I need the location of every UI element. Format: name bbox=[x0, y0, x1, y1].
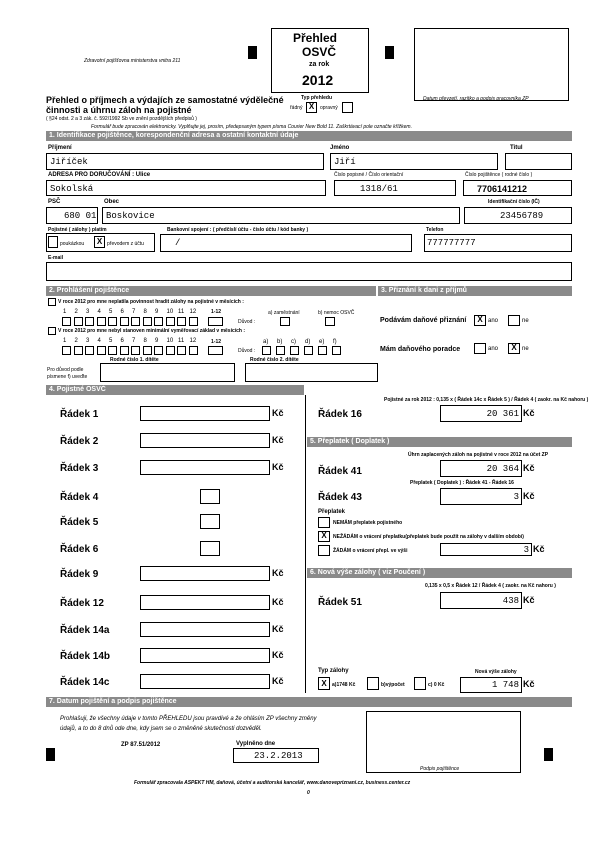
r51-label: Řádek 51 bbox=[318, 597, 362, 608]
month-number: 12 bbox=[189, 338, 197, 344]
advance-b-checkbox[interactable] bbox=[367, 677, 379, 690]
reason2-checkbox[interactable] bbox=[276, 346, 285, 355]
row-field[interactable] bbox=[140, 433, 270, 448]
rc-label: Číslo pojištěnce ( rodné číslo ) bbox=[465, 172, 533, 178]
type-label: Typ přehledu bbox=[301, 95, 333, 101]
month-number: 2 bbox=[74, 309, 78, 315]
month-number: 7 bbox=[132, 338, 136, 344]
reason1-b: b) nemoc OSVČ bbox=[318, 310, 355, 316]
rc-child1-label: Rodné číslo 1. dítěte bbox=[110, 357, 159, 363]
r41-label: Řádek 41 bbox=[318, 466, 362, 477]
month-number: 3 bbox=[86, 338, 90, 344]
type-regular: řádný bbox=[290, 105, 303, 111]
range1-box[interactable] bbox=[208, 317, 223, 326]
section7-header: 7. Datum pojištění a podpis pojištěnce bbox=[46, 697, 572, 707]
declaration-2: údajů, a to do 8 dnů ode dne, kdy jsem se o změněné skutečnosti dozvěděl. bbox=[60, 726, 262, 732]
subtitle-2: činnosti a úhrnu záloh na pojistné bbox=[46, 105, 192, 115]
row-field[interactable] bbox=[140, 460, 270, 475]
reason2-letter: e) bbox=[319, 339, 325, 345]
row-unit: Kč bbox=[272, 676, 284, 686]
name-label: Jméno bbox=[330, 145, 350, 151]
r16-label: Řádek 16 bbox=[318, 409, 362, 420]
advance-a-checkbox[interactable]: X bbox=[318, 677, 330, 690]
month-checkbox[interactable] bbox=[97, 346, 106, 355]
s2-line1: V roce 2012 pro mne neplatila povinnost hradit zálohy na pojistné v měsících : bbox=[58, 299, 244, 305]
bank-label: Bankovní spojení : ( předčíslí účtu - číslo účtu / kód banky ) bbox=[167, 227, 309, 233]
row-unit: Kč bbox=[272, 568, 284, 578]
row-unit: Kč bbox=[272, 650, 284, 660]
month-checkbox[interactable] bbox=[189, 346, 198, 355]
tel-label: Telefon bbox=[426, 227, 444, 233]
overpay-opt3-checkbox[interactable] bbox=[318, 545, 330, 556]
tel-value: 777777777 bbox=[427, 238, 476, 248]
s2-line1-checkbox[interactable] bbox=[48, 298, 56, 306]
advance-c: c) 0 Kč bbox=[428, 682, 445, 688]
month-checkbox[interactable] bbox=[131, 317, 140, 326]
reason2-letter: b) bbox=[277, 339, 283, 345]
row-label: Řádek 14c bbox=[60, 677, 110, 688]
month-number: 10 bbox=[166, 309, 174, 315]
month-checkbox[interactable] bbox=[108, 346, 117, 355]
s2-line2: V roce 2012 pro mne nebyl stanoven minimální vyměřovací základ v měsících : bbox=[58, 328, 246, 334]
reason2-letter: a) bbox=[263, 339, 269, 345]
s2-range1-label: 1-12 bbox=[211, 309, 222, 315]
type-correction-checkbox[interactable] bbox=[342, 102, 353, 113]
reason-other-label: Pro důvod podle písmene f) uveďte bbox=[47, 367, 88, 380]
month-checkbox[interactable] bbox=[154, 346, 163, 355]
tax-return-label: Podávám daňové přiznání bbox=[380, 317, 467, 324]
date-value: 23.2.2013 bbox=[254, 751, 303, 761]
registration-mark bbox=[46, 748, 55, 761]
row-field[interactable] bbox=[140, 595, 270, 610]
date-label: Vyplněno dne bbox=[236, 741, 276, 747]
month-number: 4 bbox=[97, 338, 101, 344]
signature-label: Podpis pojištěnce bbox=[420, 766, 460, 772]
r43-desc: Přeplatek ( Doplatek ) : Řádek 41 - Řádek 16 bbox=[410, 480, 514, 486]
page-number: 0 bbox=[307, 790, 310, 796]
footer-text: Formulář zpracovala ASPEKT HM, daňová, účetní a auditorská kancelář, www.danovepriznani.cz, business.center.cz bbox=[134, 780, 411, 786]
month-number: 6 bbox=[120, 309, 124, 315]
month-number: 8 bbox=[143, 338, 147, 344]
overpay-opt3-value: 3 bbox=[523, 545, 529, 555]
row-field[interactable] bbox=[200, 514, 220, 529]
section3-header: 3. Přiznání k dani z příjmů bbox=[378, 286, 572, 296]
s2-range2-label: 1-12 bbox=[211, 339, 222, 345]
obec-field[interactable] bbox=[102, 207, 460, 224]
psc-value: 680 01 bbox=[64, 211, 97, 221]
pay-label: Pojistné ( zálohy ) platím bbox=[48, 227, 107, 233]
month-number: 1 bbox=[63, 309, 67, 315]
month-checkbox[interactable] bbox=[166, 317, 175, 326]
row-label: Řádek 9 bbox=[60, 569, 99, 580]
r16-unit: Kč bbox=[523, 408, 535, 418]
rc-value: 7706141212 bbox=[477, 184, 528, 194]
ic-label: Identifikační číslo (IČ) bbox=[488, 199, 540, 205]
month-number: 2 bbox=[74, 338, 78, 344]
advance-a: a)1748 Kč bbox=[332, 682, 356, 688]
month-checkbox[interactable] bbox=[177, 317, 186, 326]
month-checkbox[interactable] bbox=[85, 317, 94, 326]
registration-mark bbox=[544, 748, 553, 761]
month-checkbox[interactable] bbox=[131, 346, 140, 355]
month-number: 9 bbox=[155, 309, 159, 315]
overpay-opt3-unit: Kč bbox=[533, 544, 545, 554]
obec-label: Obec bbox=[104, 199, 120, 205]
row-field[interactable] bbox=[140, 406, 270, 421]
row-unit: Kč bbox=[272, 435, 284, 445]
overpay-opt3: ŽÁDÁM o vrácení přepl. ve výši bbox=[333, 548, 408, 554]
cp-label: Číslo popisné / Číslo orientační bbox=[334, 172, 404, 178]
section5-header: 5. Přeplatek ( Doplatek ) bbox=[307, 437, 572, 447]
row-field[interactable] bbox=[140, 622, 270, 637]
street-value: Sokolská bbox=[50, 184, 94, 194]
stamp-label: Datum převzetí, razítko a podpis pracovníka ZP bbox=[423, 96, 529, 102]
row-label: Řádek 2 bbox=[60, 436, 99, 447]
month-number: 11 bbox=[178, 309, 185, 315]
advance-type-label: Typ zálohy bbox=[318, 668, 349, 674]
tax-return-no: ne bbox=[522, 318, 529, 324]
ic-value: 23456789 bbox=[500, 211, 544, 221]
row-label: Řádek 14b bbox=[60, 651, 111, 662]
r43-field[interactable] bbox=[440, 488, 522, 505]
month-checkbox[interactable] bbox=[108, 317, 117, 326]
tax-return-no-checkbox[interactable] bbox=[508, 315, 520, 326]
advance-b: b)výpočet bbox=[381, 682, 405, 688]
month-number: 12 bbox=[189, 309, 197, 315]
advisor-label: Mám daňového poradce bbox=[380, 346, 461, 353]
surname-label: Příjmení bbox=[48, 145, 72, 151]
advisor-yes-checkbox[interactable] bbox=[474, 343, 486, 354]
r41-desc: Úhrn zaplacených záloh na pojistné v roce 2012 na účet ZP bbox=[408, 452, 549, 458]
month-number: 6 bbox=[120, 338, 124, 344]
reason1-b-checkbox[interactable] bbox=[325, 317, 335, 326]
month-checkbox[interactable] bbox=[189, 317, 198, 326]
row-unit: Kč bbox=[272, 597, 284, 607]
notice-text: Formulář bude zpracován elektronicky. Vyplňujte jej, prosím, předepsaným typem písma Courier New Bold 11. Zaškrtávací pole označte křížkem. bbox=[91, 124, 412, 130]
r16-desc: Pojistné za rok 2012 : 0,135 x ( Řádek 14c x Řádek 5 ) / Řádek 4 ( zaokr. na Kč nahoru ) bbox=[384, 397, 589, 403]
row-field[interactable] bbox=[140, 648, 270, 663]
row-unit: Kč bbox=[272, 462, 284, 472]
range2-box[interactable] bbox=[208, 346, 223, 355]
r43-value: 3 bbox=[513, 492, 519, 502]
column-divider bbox=[305, 395, 306, 693]
row-field[interactable] bbox=[200, 541, 220, 556]
month-checkbox[interactable] bbox=[154, 317, 163, 326]
month-checkbox[interactable] bbox=[166, 346, 175, 355]
reason1-label: Důvod : bbox=[238, 319, 256, 325]
month-number: 5 bbox=[109, 338, 113, 344]
bank-field[interactable] bbox=[160, 234, 412, 252]
declaration-1: Prohlašuji, že všechny údaje v tomto PŘEHLEDU jsou pravdivé a že ohlásím ZP všechny změny bbox=[60, 716, 317, 722]
overpay-opt3-field[interactable] bbox=[440, 543, 532, 556]
advisor-no-checkbox[interactable]: X bbox=[508, 343, 520, 354]
surname-value: Jiříček bbox=[50, 157, 88, 167]
month-checkbox[interactable] bbox=[62, 317, 71, 326]
reason1-a: a) zaměstnání bbox=[268, 310, 300, 316]
rc-child2-label: Rodné číslo 2. dítěte bbox=[250, 357, 299, 363]
month-checkbox[interactable] bbox=[120, 346, 129, 355]
titul-label: Titul bbox=[510, 145, 523, 151]
month-checkbox[interactable] bbox=[143, 346, 152, 355]
row-unit: Kč bbox=[272, 624, 284, 634]
zp-code: ZP 87.51/2012 bbox=[121, 742, 161, 748]
pay-transfer-checkbox[interactable]: X bbox=[94, 236, 105, 248]
row-unit: Kč bbox=[272, 408, 284, 418]
pay-option2: převodem z účtu bbox=[107, 241, 144, 247]
month-checkbox[interactable] bbox=[97, 317, 106, 326]
r43-label: Řádek 43 bbox=[318, 492, 362, 503]
row-label: Řádek 6 bbox=[60, 544, 99, 555]
rc-child1-field[interactable] bbox=[100, 363, 235, 382]
month-number: 4 bbox=[97, 309, 101, 315]
reason1-a-checkbox[interactable] bbox=[280, 317, 290, 326]
name-value: Jiří bbox=[334, 157, 356, 167]
r41-value: 20 364 bbox=[486, 464, 519, 474]
month-checkbox[interactable] bbox=[74, 346, 83, 355]
reason2-letter: c) bbox=[291, 339, 296, 345]
new-advance-unit: Kč bbox=[523, 679, 535, 689]
subtitle-1: Přehled o příjmech a výdajích ze samostatné výdělečné bbox=[46, 95, 284, 105]
bank-value: / bbox=[175, 238, 181, 248]
rc-child2-field[interactable] bbox=[245, 363, 378, 382]
overpay-opt2: NEŽÁDÁM o vrácení přeplatku(přeplatek bude použit na zálohy v dalším období) bbox=[333, 534, 524, 540]
month-number: 1 bbox=[63, 338, 67, 344]
section1-header: 1. Identifikace pojištěnce, korespondenční adresa a ostatní kontaktní údaje bbox=[46, 131, 572, 141]
registration-mark bbox=[248, 46, 257, 59]
r16-value: 20 361 bbox=[486, 409, 519, 419]
month-checkbox[interactable] bbox=[85, 346, 94, 355]
overpayment-label: Přeplatek bbox=[318, 509, 346, 515]
row-label: Řádek 1 bbox=[60, 409, 99, 420]
r43-unit: Kč bbox=[523, 491, 535, 501]
section2-header: 2. Prohlášení pojištěnce bbox=[46, 286, 376, 296]
address-label: ADRESA PRO DORUČOVÁNÍ : Ulice bbox=[48, 172, 151, 178]
month-checkbox[interactable] bbox=[74, 317, 83, 326]
r41-unit: Kč bbox=[523, 463, 535, 473]
advance-c-checkbox[interactable] bbox=[414, 677, 426, 690]
reason2-checkbox[interactable] bbox=[304, 346, 313, 355]
cp-value: 1318/61 bbox=[360, 184, 398, 194]
reason2-checkbox[interactable] bbox=[262, 346, 271, 355]
month-number: 3 bbox=[86, 309, 90, 315]
title-line2: OSVČ bbox=[302, 45, 337, 59]
obec-value: Boskovice bbox=[106, 211, 155, 221]
reason2-checkbox[interactable] bbox=[290, 346, 299, 355]
title-year: 2012 bbox=[302, 72, 334, 88]
email-label: E-mail bbox=[48, 255, 64, 261]
advisor-no: ne bbox=[522, 346, 529, 352]
month-number: 11 bbox=[178, 338, 185, 344]
r51-value: 438 bbox=[502, 596, 519, 606]
month-checkbox[interactable] bbox=[120, 317, 129, 326]
titul-field[interactable] bbox=[505, 153, 572, 170]
new-advance-label: Nová výše zálohy bbox=[475, 669, 517, 675]
month-number: 7 bbox=[132, 309, 136, 315]
r51-desc: 0,135 x 0,5 x Řádek 12 / Řádek 4 ( zaokr. na Kč nahoru ) bbox=[425, 583, 556, 589]
pay-voucher-checkbox[interactable] bbox=[48, 236, 58, 248]
tax-return-yes: ano bbox=[488, 318, 499, 324]
type-correction: opravný bbox=[320, 105, 338, 111]
overpay-opt2-checkbox[interactable]: X bbox=[318, 531, 330, 542]
row-field[interactable] bbox=[140, 566, 270, 581]
reason2-letter: f) bbox=[333, 339, 337, 345]
month-number: 8 bbox=[143, 309, 147, 315]
reason2-checkbox[interactable] bbox=[318, 346, 327, 355]
psc-label: PSČ bbox=[48, 199, 61, 205]
pay-option1: poukázkou bbox=[60, 241, 85, 247]
title-line1: Přehled bbox=[293, 31, 338, 45]
row-label: Řádek 5 bbox=[60, 517, 99, 528]
email-field[interactable] bbox=[46, 262, 572, 281]
month-checkbox[interactable] bbox=[143, 317, 152, 326]
reason2-label: Důvod : bbox=[238, 348, 256, 354]
signature-box[interactable] bbox=[366, 711, 521, 773]
r51-unit: Kč bbox=[523, 595, 535, 605]
tax-return-yes-checkbox[interactable]: X bbox=[474, 315, 486, 326]
new-advance-value: 1 748 bbox=[491, 680, 519, 690]
row-label: Řádek 14a bbox=[60, 625, 110, 636]
advisor-yes: ano bbox=[488, 346, 499, 352]
registration-mark bbox=[385, 46, 394, 59]
month-checkbox[interactable] bbox=[62, 346, 71, 355]
type-regular-checkbox[interactable]: X bbox=[306, 102, 317, 113]
row-field[interactable] bbox=[140, 674, 270, 689]
ministry-name: Zdravotní pojišťovna ministerstva vnitra 211 bbox=[84, 58, 181, 64]
month-number: 10 bbox=[166, 338, 174, 344]
overpay-opt1: NEMÁM přeplatek pojistného bbox=[333, 520, 403, 526]
s2-line2-checkbox[interactable] bbox=[48, 327, 56, 335]
month-checkbox[interactable] bbox=[177, 346, 186, 355]
reason2-letter: d) bbox=[305, 339, 311, 345]
row-label: Řádek 12 bbox=[60, 598, 104, 609]
stamp-box bbox=[414, 28, 569, 101]
section4-header: 4. Pojistné OSVČ bbox=[46, 385, 304, 395]
title-line3: za rok bbox=[309, 61, 330, 68]
month-number: 9 bbox=[155, 338, 159, 344]
month-number: 5 bbox=[109, 309, 113, 315]
section6-header: 6. Nová výše zálohy ( viz Poučení ) bbox=[307, 568, 572, 578]
reason2-checkbox[interactable] bbox=[332, 346, 341, 355]
row-field[interactable] bbox=[200, 489, 220, 504]
row-label: Řádek 3 bbox=[60, 463, 99, 474]
law-reference: ( §24 odst. 2 a 3 zák. č. 592/1992 Sb ve znění pozdějších předpisů ) bbox=[46, 116, 197, 122]
row-label: Řádek 4 bbox=[60, 492, 99, 503]
overpay-opt1-checkbox[interactable] bbox=[318, 517, 330, 528]
